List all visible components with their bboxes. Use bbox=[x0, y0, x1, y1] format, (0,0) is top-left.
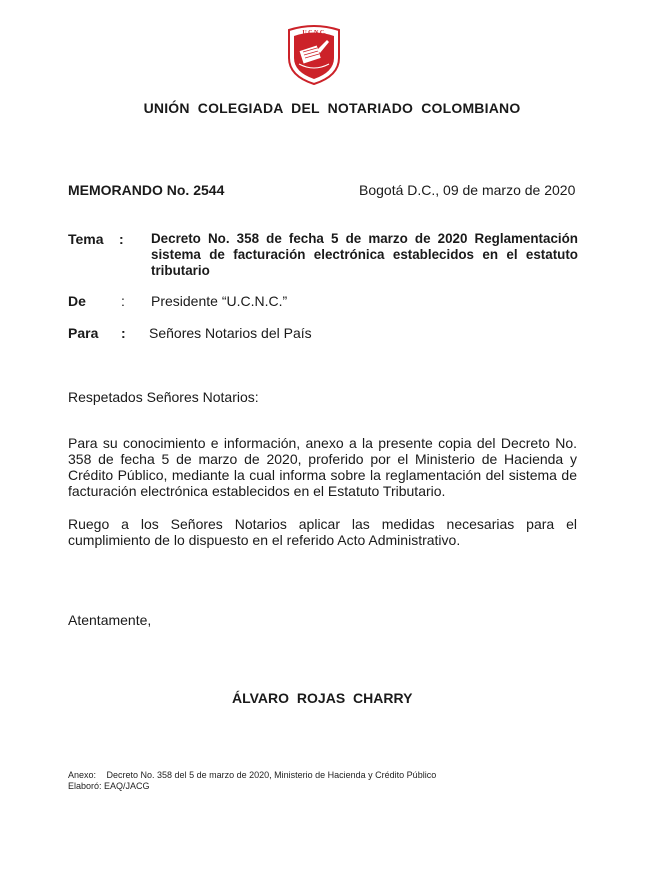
para-value: Señores Notarios del País bbox=[149, 325, 312, 341]
signer-name: ÁLVARO ROJAS CHARRY bbox=[232, 690, 413, 706]
footer-notes bbox=[68, 770, 436, 792]
tema-label: Tema bbox=[68, 231, 104, 247]
anexo-value: Decreto No. 358 del 5 de marzo de 2020, Ministerio de Hacienda y Crédito Público bbox=[106, 770, 437, 780]
memo-place-date: Bogotá D.C., 09 de marzo de 2020 bbox=[359, 182, 576, 198]
organization-title: UNIÓN COLEGIADA DEL NOTARIADO COLOMBIANO bbox=[143, 100, 521, 116]
tema-colon: : bbox=[119, 231, 124, 247]
de-value: Presidente “U.C.N.C.” bbox=[151, 293, 288, 309]
elaboro-label: Elaboró: bbox=[68, 781, 102, 791]
de-colon: : bbox=[121, 293, 125, 309]
memo-number: MEMORANDO No. 2544 bbox=[68, 182, 225, 198]
closing: Atentamente, bbox=[68, 612, 152, 628]
anexo-row bbox=[68, 770, 436, 781]
svg-text:U.C.N.C.: U.C.N.C. bbox=[302, 30, 326, 36]
body-paragraph: Ruego a los Señores Notarios aplicar las medidas necesarias para el cumplimiento de lo dispuesto en el referido Acto Administrativo. bbox=[68, 516, 577, 548]
elaboro-row bbox=[68, 781, 436, 792]
ucnc-shield-logo-icon bbox=[285, 24, 343, 86]
para-colon: : bbox=[121, 325, 126, 341]
para-label: Para bbox=[68, 325, 99, 341]
de-label: De bbox=[68, 293, 86, 309]
greeting: Respetados Señores Notarios: bbox=[68, 389, 259, 405]
body-paragraph: Para su conocimiento e información, anexo a la presente copia del Decreto No. 358 de fecha 5 de marzo de 2020, proferido por el Ministerio de Hacienda y Crédito Público, mediante la cual informa sobre la reglamentación del sistema de facturación electrónica establecidos en el Estatuto Tributario. bbox=[68, 435, 577, 499]
tema-value: Decreto No. 358 de fecha 5 de marzo de 2020 Reglamentación sistema de facturación electrónica establecidos en el estatuto tributario bbox=[151, 231, 578, 278]
anexo-label: Anexo: bbox=[68, 770, 97, 780]
elaboro-value: EAQ/JACG bbox=[104, 781, 150, 791]
